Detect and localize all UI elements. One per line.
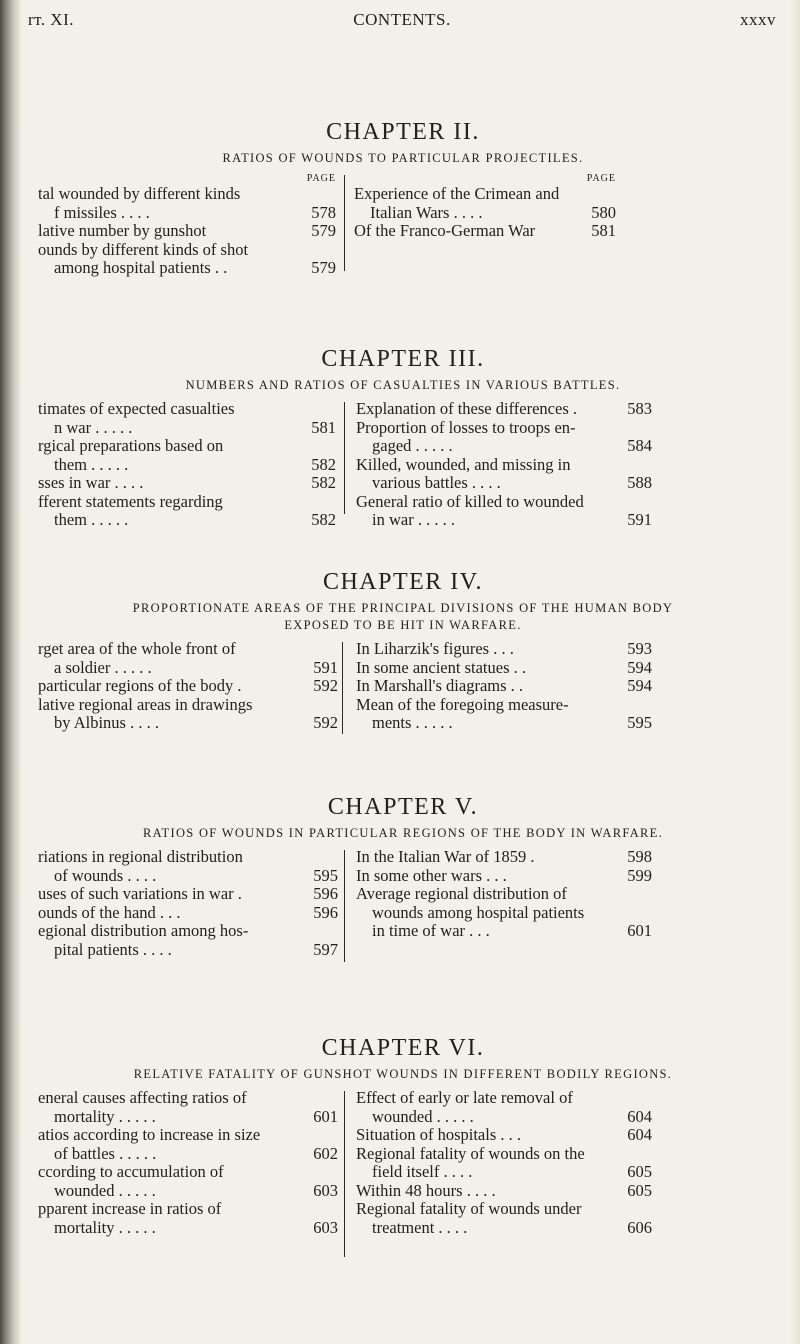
toc-entry[interactable] [38,437,336,474]
entry-text: wounds among hospital patients [372,903,585,922]
toc-entry[interactable] [38,1200,338,1237]
toc-entry[interactable] [38,185,336,222]
entry-text: Experience of the Crimean and [354,185,560,203]
entry-page-number: 579 [311,258,336,277]
entry-text: Regional fatality of wounds on the [356,1144,585,1163]
entry-text: ounds by different kinds of shot [38,240,249,259]
toc-entry[interactable] [354,185,616,222]
left-column [38,1089,338,1237]
entry-page-number: 584 [627,436,652,455]
toc-entry[interactable] [38,885,338,904]
entry-text: fferent statements regarding [38,492,223,511]
toc-entry[interactable] [38,1126,338,1163]
entry-page-number: 606 [627,1217,652,1237]
chapter-subtitle: RATIOS OF WOUNDS IN PARTICULAR REGIONS OF THE BODY IN WARFARE. [142,826,664,840]
entry-text: rget area of the whole front of [38,640,236,658]
entry-page-number: 592 [313,713,338,732]
entry-page-number: 595 [627,713,652,732]
entry-page-number: 581 [591,221,616,240]
entry-page-number: 598 [627,847,652,866]
entry-text: of wounds . . . . [54,866,157,885]
toc-entry[interactable] [356,867,652,886]
contents-columns [26,399,780,529]
toc-entry[interactable] [356,677,652,696]
entry-text: Average regional distribution of [356,885,567,903]
entry-page-number: 582 [311,510,336,529]
chapter-section [26,1034,780,1259]
toc-entry[interactable] [38,922,338,959]
entry-page-number: 582 [311,454,336,474]
toc-entry[interactable] [38,1163,338,1200]
entry-text: In Liharzik's figures . . . [356,640,514,658]
entry-page-number: 593 [627,639,652,658]
entry-page-number: 588 [627,473,652,492]
toc-entry[interactable] [356,493,652,530]
entry-text: Proportion of losses to troops en- [356,418,576,437]
contents-columns [26,640,780,736]
chapter-section [26,345,780,529]
column-divider [344,850,345,962]
entry-page-number: 594 [627,676,652,695]
toc-entry[interactable] [356,1126,652,1145]
toc-entry[interactable] [38,677,338,696]
entry-text: timates of expected casualties [38,400,235,418]
entry-page-number: 596 [313,902,338,922]
entry-text: pital patients . . . . [54,940,172,959]
contents-columns [26,848,780,964]
entry-text: gaged . . . . . [372,437,453,455]
chapter-title: CHAPTER IV. [322,569,484,595]
entry-page-number: 596 [313,884,338,903]
entry-text: various battles . . . . [372,474,501,492]
contents-columns [26,173,780,277]
right-column [356,848,652,941]
toc-entry[interactable] [356,1089,652,1126]
entry-page-number: 583 [627,399,652,418]
entry-text: uses of such variations in war . [38,885,242,903]
entry-page-number: 599 [627,865,652,885]
toc-entry[interactable] [356,659,652,678]
toc-entry[interactable] [38,241,336,278]
entry-text: n war . . . . . [54,418,133,437]
entry-page-number: 602 [313,1143,338,1163]
chapter-subtitle: RELATIVE FATALITY OF GUNSHOT WOUNDS IN DIFFERENT BODILY REGIONS. [133,1067,673,1081]
entry-text: Italian Wars . . . . [370,203,483,222]
entry-text: riations in regional distribution [38,848,243,866]
entry-text: mortality . . . . . [54,1107,156,1126]
toc-entry[interactable] [38,400,336,437]
entry-text: them . . . . . [54,511,129,529]
entry-page-number: 595 [313,865,338,885]
entry-page-number: 597 [313,939,338,959]
right-column [354,173,616,241]
chapter-subtitle: RATIOS OF WOUNDS TO PARTICULAR PROJECTILES. [222,151,584,165]
chapter-section [26,568,780,736]
chapter-title: CHAPTER V. [327,794,479,820]
entry-page-number: 592 [313,676,338,695]
page-column-label: PAGE [306,173,336,184]
entry-text: by Albinus . . . . [54,714,159,732]
column-divider [344,175,345,271]
entry-text: sses in war . . . . [38,474,144,492]
entry-text: eneral causes affecting ratios of [38,1089,247,1107]
entry-text: lative number by gunshot [38,222,207,240]
entry-text: Within 48 hours . . . . [356,1181,496,1200]
entry-text: egional distribution among hos- [38,922,249,940]
entry-text: a soldier . . . . . [54,658,152,677]
entry-text: In some other wars . . . [356,866,507,885]
entry-text: mortality . . . . . [54,1218,156,1237]
entry-text: Mean of the foregoing measure- [356,695,569,714]
entry-page-number: 591 [627,510,652,529]
entry-text: Killed, wounded, and missing in [356,455,571,474]
toc-entry[interactable] [356,696,652,733]
column-divider [342,642,343,734]
entry-text: General ratio of killed to wounded [356,492,584,511]
left-column [38,400,336,530]
entry-text: ccording to accumulation of [38,1163,224,1181]
entry-page-number: 578 [311,202,336,222]
toc-entry[interactable] [356,1145,652,1182]
entry-text: ounds of the hand . . . [38,903,181,922]
entry-text: in war . . . . . [372,511,455,529]
header-page-number: xxxv [740,10,776,29]
entry-text: In Marshall's diagrams . . [356,677,524,695]
entry-page-number: 604 [627,1106,652,1126]
page-column-label: PAGE [586,173,616,184]
header-part-label: rт. XI. [28,10,74,29]
right-column [356,400,652,530]
entry-page-number: 605 [627,1162,652,1181]
column-divider [344,402,345,514]
chapter-title: CHAPTER III. [321,346,485,372]
running-header [28,10,776,34]
toc-entry[interactable] [38,904,338,923]
column-divider [344,1091,345,1257]
entry-page-number: 604 [627,1125,652,1144]
toc-entry[interactable] [356,885,652,941]
entry-text: atios according to increase in size [38,1126,261,1144]
entry-text: particular regions of the body . [38,677,242,695]
entry-page-number: 594 [627,657,652,677]
left-column [38,173,336,278]
entry-page-number: 601 [313,1106,338,1126]
toc-entry[interactable] [356,1182,652,1201]
entry-text: In the Italian War of 1859 . [356,848,535,866]
entry-text: Of the Franco-German War [354,222,536,240]
toc-entry[interactable] [38,493,336,530]
right-column [356,1089,652,1237]
chapter-section [26,793,780,964]
entry-text: Situation of hospitals . . . [356,1126,521,1144]
toc-entry[interactable] [38,696,338,733]
entry-text: in time of war . . . [372,922,490,940]
chapter-subtitle: EXPOSED TO BE HIT IN WARFARE. [284,618,522,632]
chapter-title: CHAPTER II. [326,119,480,145]
toc-entry[interactable] [356,848,652,867]
toc-entry[interactable] [356,456,652,493]
left-column [38,848,338,959]
page-edge [790,0,800,1344]
chapter-subtitle: PROPORTIONATE AREAS OF THE PRINCIPAL DIVISIONS OF THE HUMAN BODY [132,601,674,615]
entry-text: of battles . . . . . [54,1144,157,1163]
entry-page-number: 582 [311,473,336,492]
chapter-title: CHAPTER VI. [321,1035,485,1061]
toc-entry[interactable] [356,400,652,419]
entry-text: tal wounded by different kinds [38,185,241,203]
entry-text: pparent increase in ratios of [38,1200,222,1218]
entry-text: Explanation of these differences . [356,400,577,418]
toc-entry[interactable] [356,419,652,456]
chapter-section [26,118,780,277]
header-title: CONTENTS. [353,10,451,29]
entry-text: Regional fatality of wounds under [356,1200,582,1218]
toc-entry[interactable] [354,222,616,241]
entry-page-number: 603 [313,1180,338,1200]
toc-entry[interactable] [38,474,336,493]
toc-entry[interactable] [38,848,338,885]
entry-page-number: 603 [313,1217,338,1237]
entry-page-number: 580 [591,202,616,222]
left-column [38,640,338,733]
contents-columns [26,1089,780,1259]
entry-text: Effect of early or late removal of [356,1089,573,1107]
entry-text: among hospital patients . . [54,259,228,277]
entry-text: f missiles . . . . [54,203,150,222]
toc-entry[interactable] [38,640,338,677]
toc-entry[interactable] [38,222,336,241]
entry-text: field itself . . . . [372,1163,473,1181]
entry-page-number: 591 [313,657,338,677]
entry-text: ments . . . . . [372,714,453,732]
entry-page-number: 601 [627,921,652,940]
entry-text: treatment . . . . [372,1218,468,1237]
toc-entry[interactable] [38,1089,338,1126]
entry-page-number: 605 [627,1180,652,1200]
entry-page-number: 581 [311,417,336,437]
book-gutter-shadow [0,0,22,1344]
toc-entry[interactable] [356,1200,652,1237]
entry-text: wounded . . . . . [54,1181,156,1200]
entry-text: rgical preparations based on [38,437,224,455]
entry-text: them . . . . . [54,455,129,474]
entry-text: wounded . . . . . [372,1107,474,1126]
entry-page-number: 579 [311,221,336,240]
entry-text: In some ancient statues . . [356,658,526,677]
chapter-subtitle: NUMBERS AND RATIOS OF CASUALTIES IN VARIOUS BATTLES. [185,378,621,392]
right-column [356,640,652,733]
entry-text: lative regional areas in drawings [38,695,253,714]
toc-entry[interactable] [356,640,652,659]
